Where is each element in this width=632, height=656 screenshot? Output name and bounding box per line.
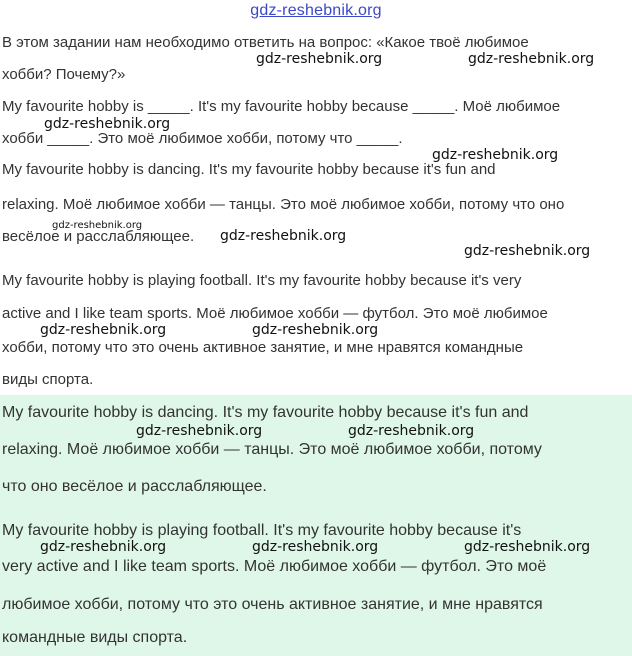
site-link[interactable]: gdz-reshebnik.org [250,2,382,19]
answer-box [0,395,632,656]
template-line-1: My favourite hobby is _____. It's my favourite hobby because _____. Моё любимое [2,98,561,115]
watermark: gdz-reshebnik.org [40,322,167,338]
watermark: gdz-reshebnik.org [40,539,167,555]
example-1-line-1: My favourite hobby is dancing. It's my favourite hobby because it's fun and [2,161,496,178]
watermark: gdz-reshebnik.org [468,51,595,67]
watermark: gdz-reshebnik.org [432,147,559,163]
example-1-line-2: relaxing. Моё любимое хобби — танцы. Это моё любимое хобби, потому что оно [2,196,565,213]
watermark: gdz-reshebnik.org [348,423,475,439]
watermark: gdz-reshebnik.org [464,243,591,259]
template-line-2: хобби _____. Это моё любимое хобби, потому что _____. [2,130,403,147]
answer-2-line-3: любимое хобби, потому что это очень активное занятие, и мне нравятся [2,596,543,613]
watermark: gdz-reshebnik.org [252,322,379,338]
example-2-line-1: My favourite hobby is playing football. It's my favourite hobby because it's very [2,272,522,289]
answer-2-line-2: very active and I like team sports. Моё любимое хобби — футбол. Это моё [2,558,547,575]
example-2-line-2: active and I like team sports. Моё любимое хобби — футбол. Это моё любимое [2,305,548,322]
intro-line-2: хобби? Почему?» [2,66,126,83]
watermark: gdz-reshebnik.org [220,228,347,244]
example-2-line-4: виды спорта. [2,371,94,388]
watermark: gdz-reshebnik.org [52,220,143,231]
answer-1-line-1: My favourite hobby is dancing. It's my favourite hobby because it's fun and [2,404,529,421]
watermark: gdz-reshebnik.org [136,423,263,439]
example-1-line-3: весёлое и расслабляющее. [2,228,195,245]
answer-2-line-4: командные виды спорта. [2,629,188,646]
watermark: gdz-reshebnik.org [44,116,171,132]
watermark: gdz-reshebnik.org [464,539,591,555]
intro-line-1: В этом задании нам необходимо ответить на вопрос: «Какое твоё любимое [2,34,529,51]
answer-2-line-1: My favourite hobby is playing football. It's my favourite hobby because it's [2,522,522,539]
answer-1-line-3: что оно весёлое и расслабляющее. [2,478,267,495]
answer-1-line-2: relaxing. Моё любимое хобби — танцы. Это моё любимое хобби, потому [2,441,542,458]
example-2-line-3: хобби, потому что это очень активное занятие, и мне нравятся командные [2,339,524,356]
watermark: gdz-reshebnik.org [256,51,383,67]
watermark: gdz-reshebnik.org [252,539,379,555]
